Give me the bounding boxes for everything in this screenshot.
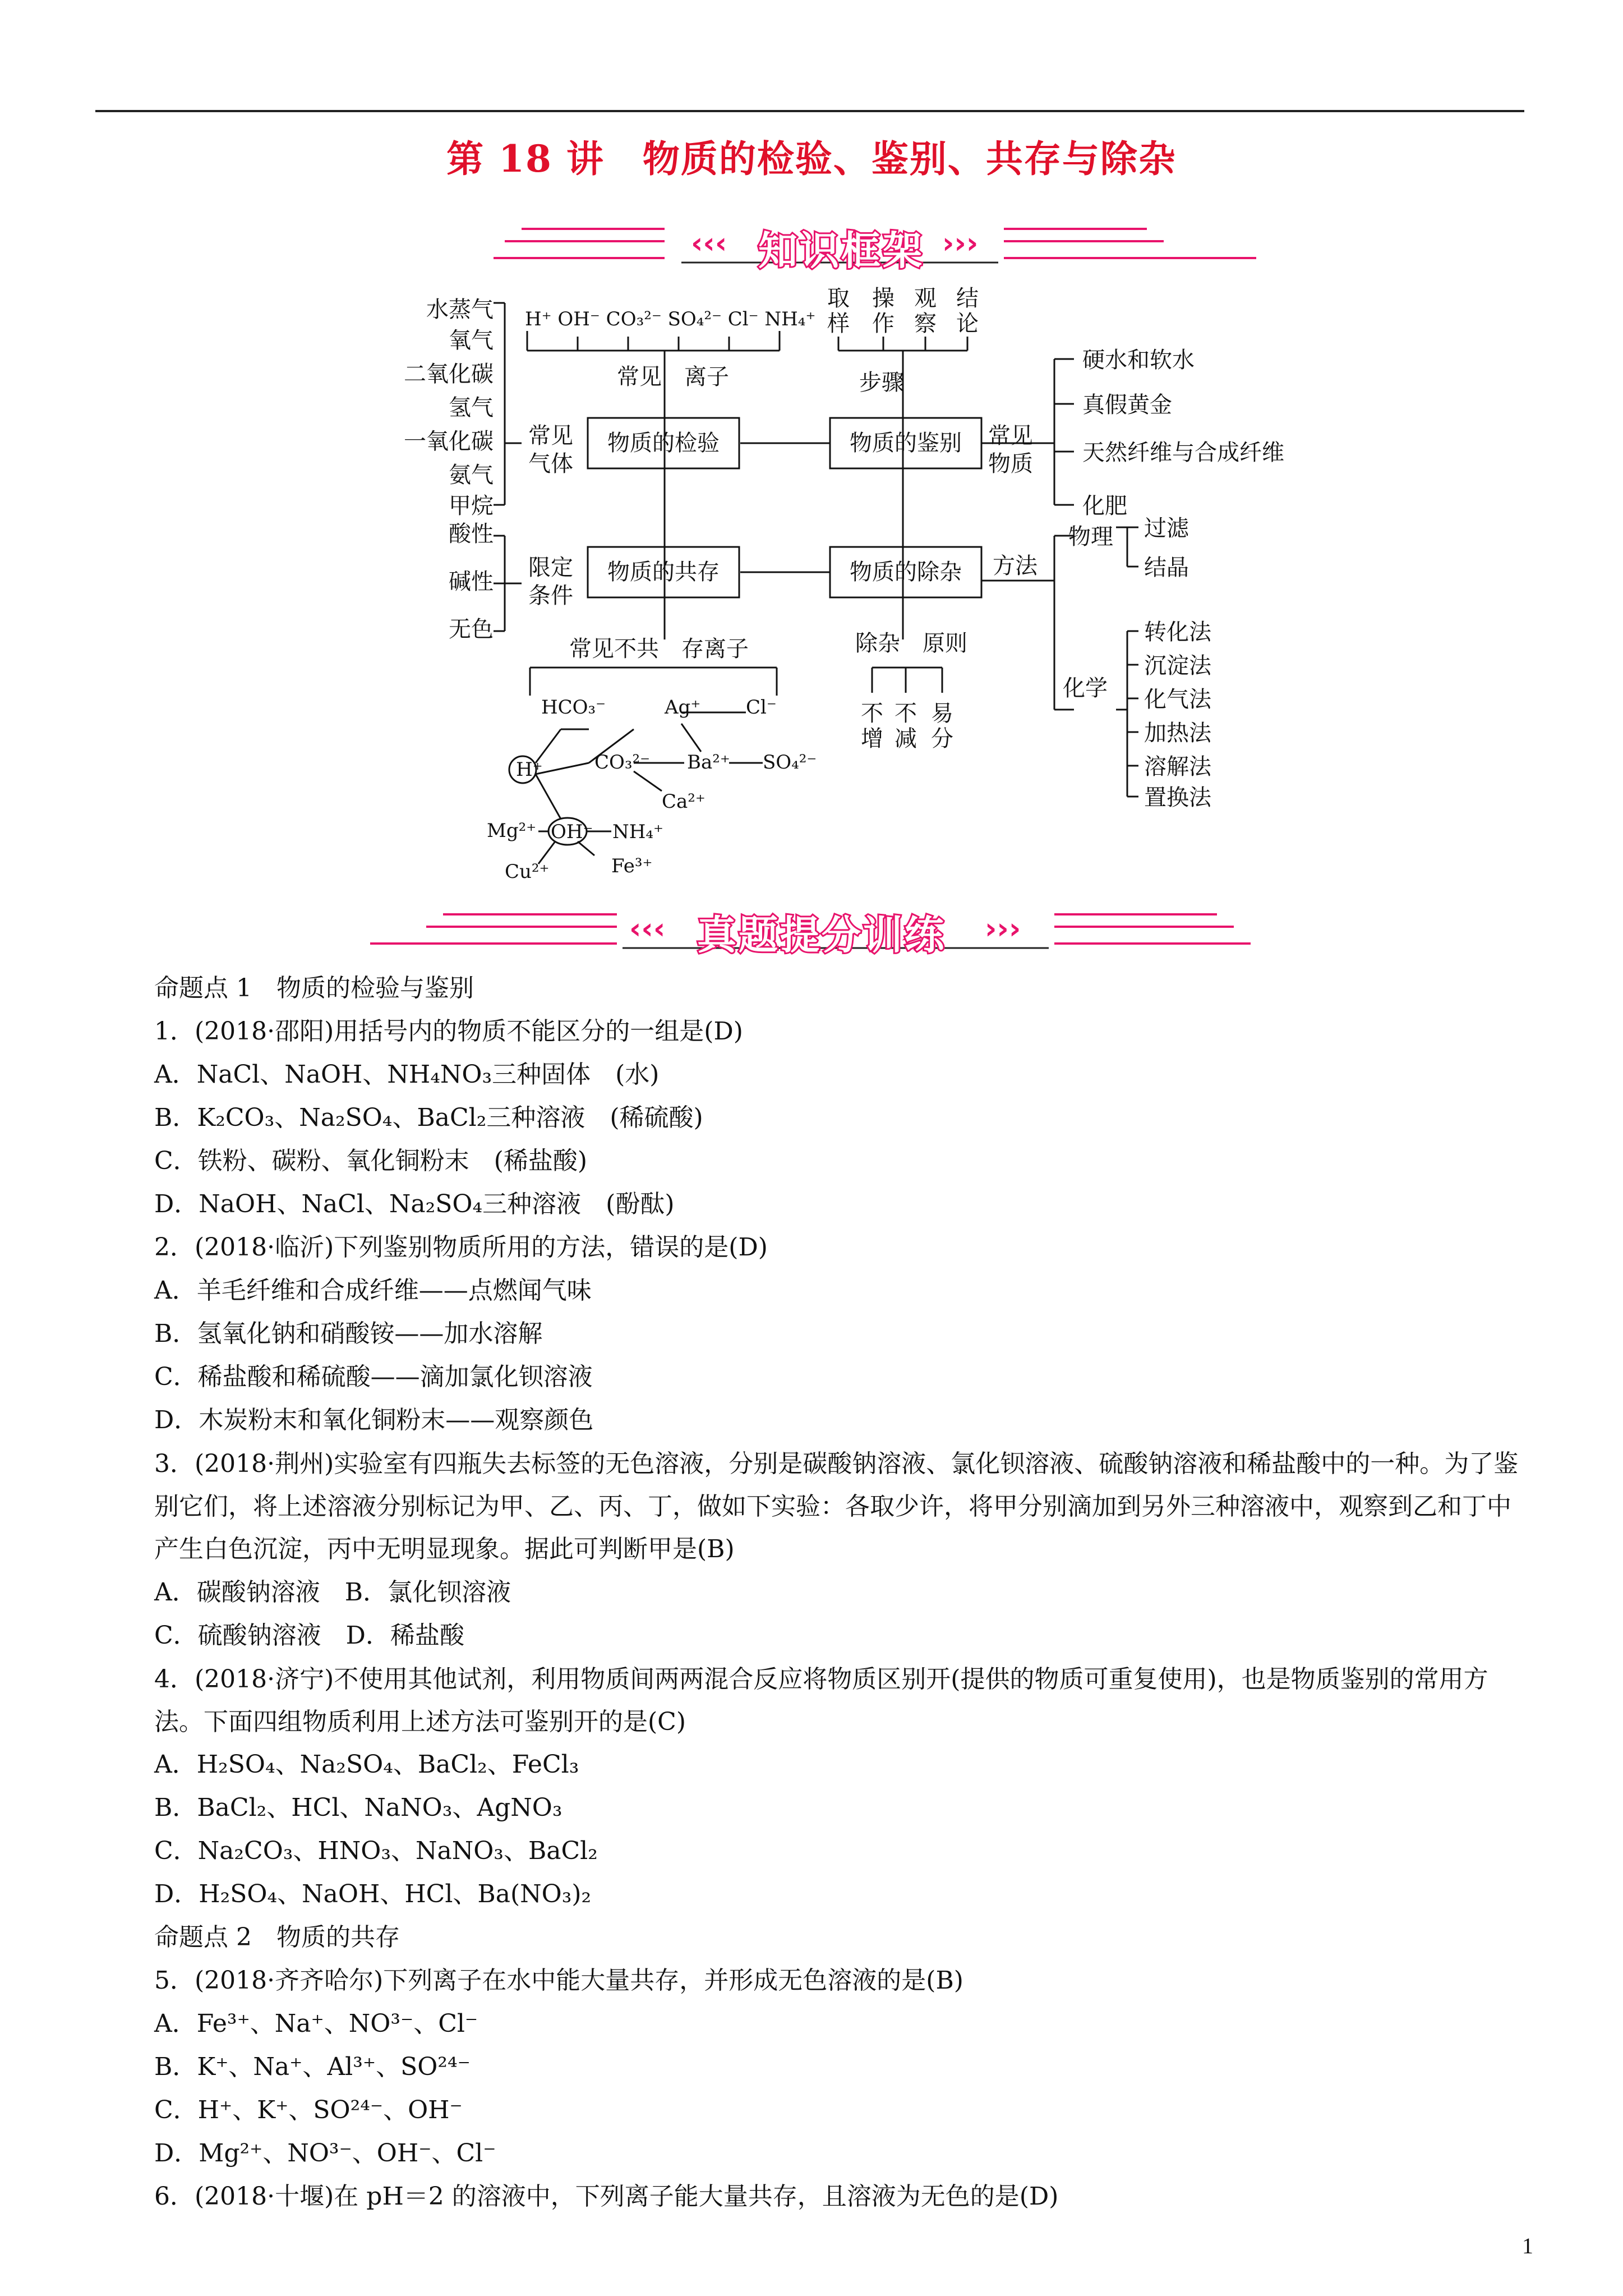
gas-label: 二氧化碳	[404, 361, 494, 387]
ion-label: HCO₃⁻	[541, 696, 606, 719]
identify-item: 硬水和软水	[1082, 347, 1195, 373]
gas-label: 一氧化碳	[404, 429, 494, 454]
box-test: 物质的检验	[607, 430, 720, 456]
question-option: D．Mg²⁺、NO³⁻、OH⁻、Cl⁻	[154, 2139, 496, 2168]
ion-label: Fe³⁺	[611, 855, 653, 877]
principle-label: 除杂 原则	[855, 631, 967, 656]
ions-label: 常见 离子	[617, 364, 729, 390]
gas-label: 氨气	[449, 462, 494, 488]
common-substance-label: 物质	[988, 451, 1033, 477]
question-stem: 3．(2018·荆州)实验室有四瓶失去标签的无色溶液，分别是碳酸钠溶液、氯化钡溶液、硫酸钠溶液和稀盐酸中的一种。为了鉴别它们，将上述溶液分别标记为甲、乙、丙、丁，做如下实验：各取少许，将甲分别滴加到另外三种溶液中，观察到乙和丁中产生白色沉淀，丙中无明显现象。据此可判断甲是(B)	[154, 1450, 1519, 1563]
question-option: B．BaCl₂、HCl、NaNO₃、AgNO₃	[154, 1793, 562, 1822]
condition-label: 碱性	[449, 569, 494, 595]
chevron-left-icon: ‹‹‹	[691, 227, 727, 260]
ion-label: Cl⁻	[746, 696, 777, 719]
chemical-label: 化学	[1063, 675, 1108, 701]
common-gas-label: 常见	[528, 423, 573, 449]
banner-title-training: 真题提分训练	[697, 912, 946, 958]
coexist-ions-label: 常见不共 存离子	[569, 636, 749, 662]
training-banner	[0, 903, 1623, 965]
ion-label: Ag⁺	[665, 696, 701, 719]
principle-item: 不	[895, 701, 917, 726]
step-label: 观	[914, 286, 937, 311]
ion-label: Cu²⁺	[505, 861, 550, 883]
chemical-item: 置换法	[1144, 785, 1211, 811]
chemical-item: 沉淀法	[1144, 653, 1211, 679]
step-label: 论	[956, 311, 979, 337]
question-option: C．稀盐酸和稀硫酸——滴加氯化钡溶液	[154, 1363, 593, 1391]
step-label: 样	[827, 311, 850, 337]
step-label: 察	[914, 311, 937, 337]
question-option: D．H₂SO₄、NaOH、HCl、Ba(NO₃)₂	[154, 1880, 592, 1908]
physical-label: 物理	[1068, 524, 1113, 550]
section-heading: 命题点 2 物质的共存	[154, 1923, 400, 1952]
ion-label: OH⁻	[551, 821, 593, 843]
question-option: C．铁粉、碳粉、氧化铜粉末 (稀盐酸)	[154, 1147, 587, 1175]
steps-label: 步骤	[859, 370, 904, 395]
principle-item: 减	[895, 726, 917, 752]
ion-label: Ca²⁺	[662, 790, 706, 813]
physical-item: 结晶	[1144, 555, 1189, 581]
chevron-right-icon: ›››	[942, 227, 979, 260]
question-option: B．氢氧化钠和硝酸铵——加水溶解	[154, 1319, 543, 1348]
chemical-item: 转化法	[1144, 619, 1211, 645]
banner-title-knowledge: 知识框架	[758, 227, 924, 274]
question-stem: 4．(2018·济宁)不使用其他试剂，利用物质间两两混合反应将物质区别开(提供的物质可重复使用)，也是物质鉴别的常用方法。下面四组物质利用上述方法可鉴别开的是(C)	[154, 1665, 1488, 1736]
step-label: 作	[872, 311, 895, 337]
step-label: 操	[872, 286, 895, 311]
gas-label: 氧气	[449, 328, 494, 353]
ion-label: SO₄²⁻	[763, 751, 817, 774]
question-option: C．H⁺、K⁺、SO²⁴⁻、OH⁻	[154, 2096, 463, 2124]
section-heading: 命题点 1 物质的检验与鉴别	[154, 974, 474, 1002]
ion-label: H⁺ OH⁻ CO₃²⁻ SO₄²⁻ Cl⁻ NH₄⁺	[525, 308, 816, 330]
top-rule	[95, 110, 1524, 112]
principle-item: 分	[931, 726, 953, 752]
question-option: B．K⁺、Na⁺、Al³⁺、SO²⁴⁻	[154, 2053, 471, 2081]
box-identify: 物质的鉴别	[850, 430, 962, 456]
common-substance-label: 常见	[988, 423, 1033, 449]
question-option: A．羊毛纤维和合成纤维——点燃闻气味	[154, 1276, 592, 1305]
question-option: C．Na₂CO₃、HNO₃、NaNO₃、BaCl₂	[154, 1837, 598, 1865]
method-label: 方法	[993, 553, 1038, 579]
chemical-item: 溶解法	[1144, 754, 1211, 780]
ion-label: Mg²⁺	[487, 820, 537, 842]
question-stem: 1．(2018·邵阳)用括号内的物质不能区分的一组是(D)	[154, 1017, 743, 1046]
question-option: B．K₂CO₃、Na₂SO₄、BaCl₂三种溶液 (稀硫酸)	[154, 1103, 703, 1132]
question-option: C．硫酸钠溶液 D．稀盐酸	[154, 1621, 464, 1650]
ion-label: Ba²⁺	[687, 751, 730, 774]
gas-label: 氢气	[449, 395, 494, 421]
limit-condition-label: 条件	[528, 583, 573, 609]
step-label: 取	[827, 286, 850, 311]
chevron-right-icon: ›››	[985, 912, 1021, 946]
question-option: A．NaCl、NaOH、NH₄NO₃三种固体 (水)	[154, 1060, 660, 1089]
gas-label: 甲烷	[449, 493, 494, 519]
question-stem: 5．(2018·齐齐哈尔)下列离子在水中能大量共存，并形成无色溶液的是(B)	[154, 1966, 963, 1995]
principle-item: 不	[861, 701, 883, 726]
chevron-left-icon: ‹‹‹	[629, 912, 666, 946]
question-option: D．木炭粉末和氧化铜粉末——观察颜色	[154, 1406, 594, 1434]
ion-label: NH₄⁺	[612, 821, 663, 843]
question-option: A．Fe³⁺、Na⁺、NO³⁻、Cl⁻	[154, 2009, 478, 2038]
physical-item: 过滤	[1144, 516, 1189, 541]
chemical-item: 化气法	[1144, 687, 1211, 712]
question-option: A．碳酸钠溶液 B．氯化钡溶液	[154, 1578, 511, 1607]
question-stem: 6．(2018·十堰)在 pH＝2 的溶液中，下列离子能大量共存，且溶液为无色的是(D)	[154, 2182, 1059, 2211]
ion-label: H⁺	[516, 758, 543, 781]
page-title: 第 18 讲 物质的检验、鉴别、共存与除杂	[446, 137, 1177, 181]
condition-label: 无色	[449, 616, 494, 642]
common-gas-label: 气体	[528, 451, 573, 477]
gas-label: 水蒸气	[426, 297, 494, 323]
box-remove: 物质的除杂	[850, 559, 962, 585]
limit-condition-label: 限定	[528, 555, 573, 581]
principle-item: 增	[861, 726, 883, 752]
identify-item: 化肥	[1082, 493, 1127, 519]
identify-item: 真假黄金	[1082, 392, 1172, 418]
step-label: 结	[956, 286, 979, 311]
ion-label: CO₃²⁻	[594, 751, 651, 774]
chemical-item: 加热法	[1144, 720, 1211, 746]
identify-item: 天然纤维与合成纤维	[1082, 440, 1284, 466]
page-number: 1	[1522, 2233, 1533, 2258]
question-option: A．H₂SO₄、Na₂SO₄、BaCl₂、FeCl₃	[154, 1750, 579, 1779]
question-option: D．NaOH、NaCl、Na₂SO₄三种溶液 (酚酞)	[154, 1190, 675, 1218]
principle-item: 易	[931, 701, 953, 726]
box-coexist: 物质的共存	[607, 559, 720, 585]
condition-label: 酸性	[449, 521, 494, 547]
knowledge-banner	[0, 219, 1623, 280]
question-stem: 2．(2018·临沂)下列鉴别物质所用的方法，错误的是(D)	[154, 1233, 768, 1262]
